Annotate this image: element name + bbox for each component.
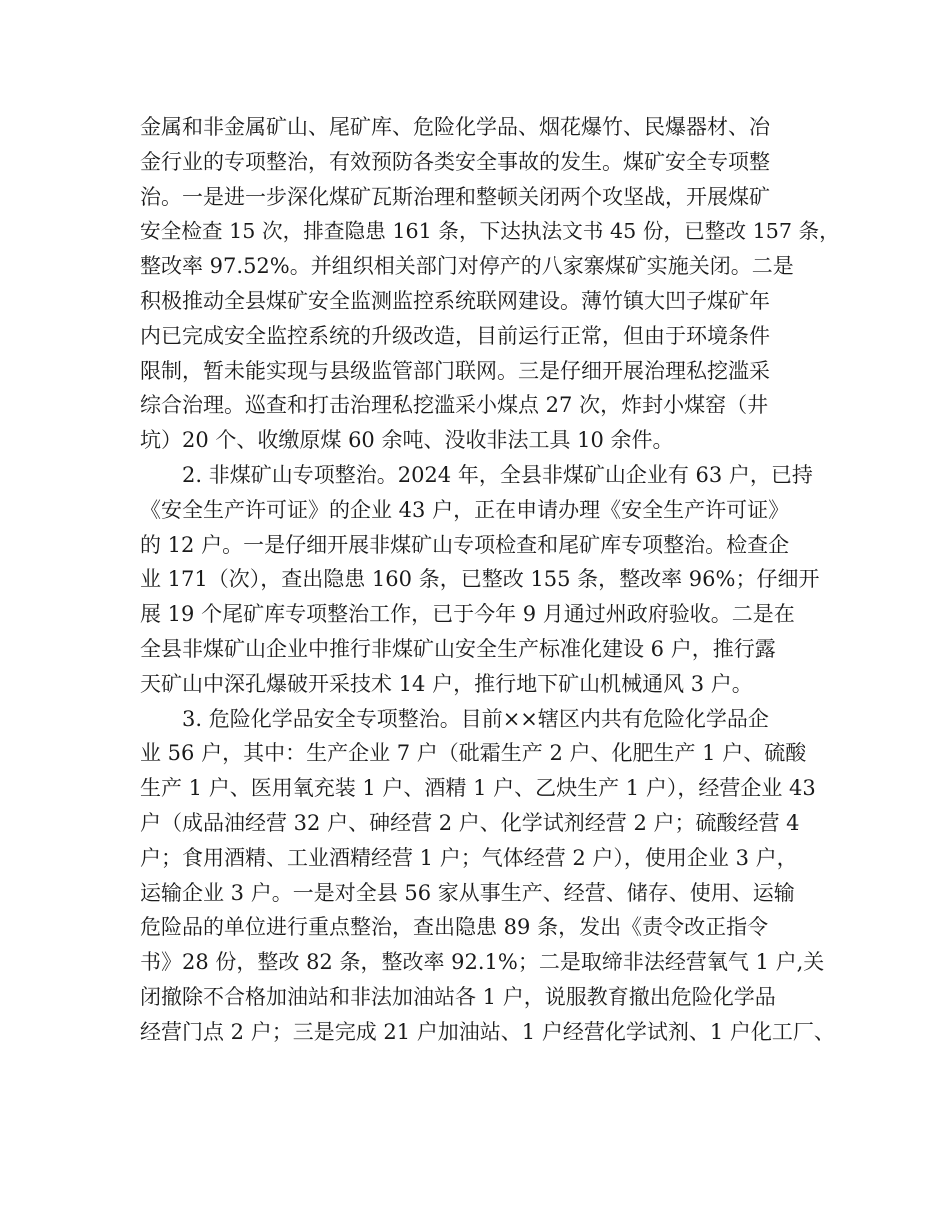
text-line: 积极推动全县煤矿安全监测监控系统联网建设。薄竹镇大凹子煤矿年: [140, 288, 770, 313]
text-line: 金属和非金属矿山、尾矿库、危险化学品、烟花爆竹、民爆器材、冶: [140, 115, 770, 139]
text-line: 闭撤除不合格加油站和非法加油站各 1 户，说服教育撤出危险化学品: [140, 984, 776, 1009]
text-line: 的 12 户。一是仔细开展非煤矿山专项检查和尾矿库专项整治。检查企: [140, 532, 790, 557]
text-line: 书》28 份，整改 82 条，整改率 92.1%；二是取缔非法经营氧气 1 户,关: [140, 950, 825, 975]
text-line: 户；食用酒精、工业酒精经营 1 户；气体经营 2 户），使用企业 3 户，: [140, 845, 798, 870]
document-body: [140, 110, 840, 1050]
text-line: 危险品的单位进行重点整治，查出隐患 89 条，发出《责令改正指令: [140, 915, 769, 940]
text-line: 生产 1 户、医用氧充装 1 户、酒精 1 户、乙炔生产 1 户），经营企业 43: [140, 776, 816, 801]
text-line: 运输企业 3 户。一是对全县 56 家从事生产、经营、储存、使用、运输: [140, 880, 795, 905]
paragraph-start-line: 3. 危险化学品安全专项整治。目前××辖区内共有危险化学品企: [182, 706, 769, 731]
text-line: 全县非煤矿山企业中推行非煤矿山安全生产标准化建设 6 户，推行露: [140, 636, 776, 661]
text-line: 治。一是进一步深化煤矿瓦斯治理和整顿关闭两个攻坚战，开展煤矿: [140, 184, 770, 209]
text-line: 整改率 97.52%。并组织相关部门对停产的八家寨煤矿实施关闭。二是: [140, 254, 794, 279]
text-line: 展 19 个尾矿库专项整治工作，已于今年 9 月通过州政府验收。二是在: [140, 602, 795, 627]
text-line: 户（成品油经营 32 户、砷经营 2 户、化学试剂经营 2 户；硫酸经营 4: [140, 810, 800, 835]
text-line: 金行业的专项整治，有效预防各类安全事故的发生。煤矿安全专项整: [140, 149, 770, 174]
text-line: 经营门点 2 户；三是完成 21 户加油站、1 户经营化学试剂、1 户化工厂、: [140, 1019, 835, 1044]
text-line: 业 171（次），查出隐患 160 条，已整改 155 条，整改率 96%；仔细开: [140, 567, 820, 592]
text-line: 《安全生产许可证》的企业 43 户，正在申请办理《安全生产许可证》: [140, 497, 790, 522]
text-line: 安全检查 15 次，排查隐患 161 条，下达执法文书 45 份，已整改 157 条，: [140, 219, 840, 244]
text-line: 内已完成安全监控系统的升级改造，目前运行正常，但由于环境条件: [140, 323, 770, 348]
text-line: 坑）20 个、收缴原煤 60 余吨、没收非法工具 10 余件。: [140, 428, 674, 453]
text-line: 限制，暂未能实现与县级监管部门联网。三是仔细开展治理私挖滥采: [140, 358, 770, 383]
text-line: 综合治理。巡查和打击治理私挖滥采小煤点 27 次，炸封小煤窑（井: [140, 393, 769, 418]
text-line: 天矿山中深孔爆破开采技术 14 户，推行地下矿山机械通风 3 户。: [140, 671, 753, 696]
paragraph-start-line: 2. 非煤矿山专项整治。2024 年，全县非煤矿山企业有 63 户，已持: [182, 462, 813, 487]
text-line: 业 56 户，其中：生产企业 7 户（砒霜生产 2 户、化肥生产 1 户、硫酸: [140, 741, 807, 766]
